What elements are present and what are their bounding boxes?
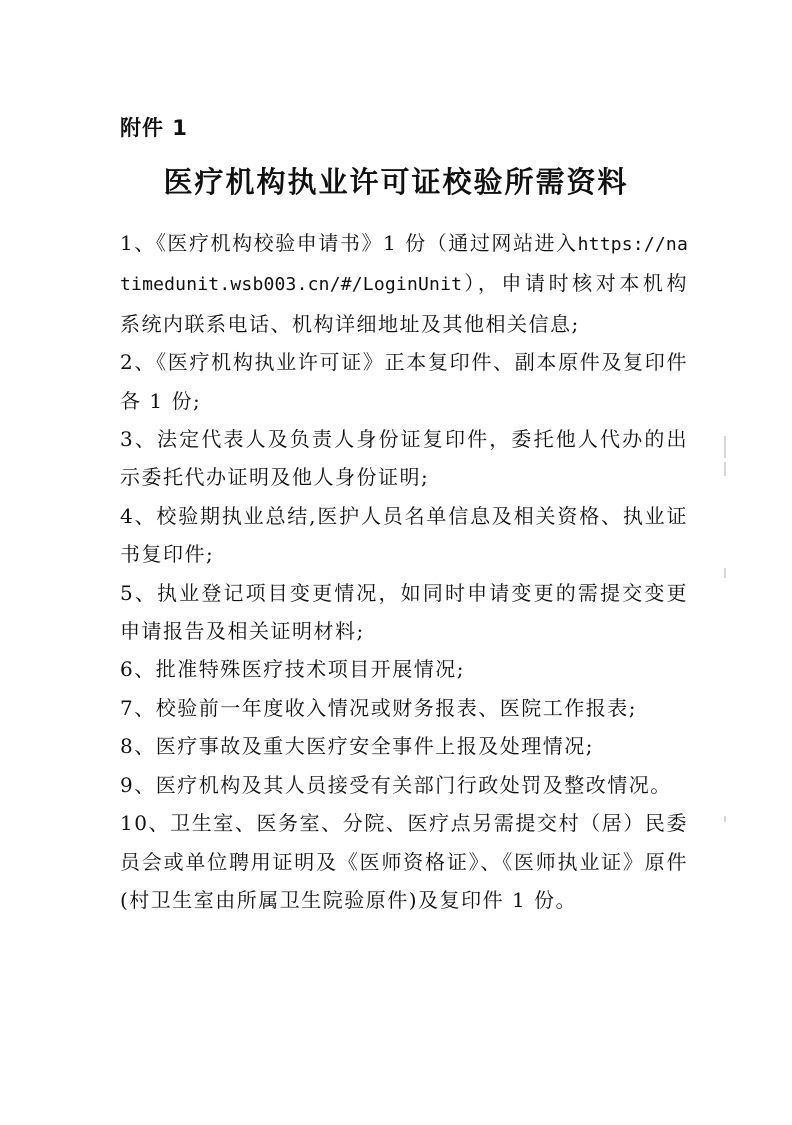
requirement-item-1 [120,224,688,343]
requirement-item-6: 6、批准特殊医疗技术项目开展情况; [120,657,465,682]
login-url-link: https://natimedunit.wsb003.cn/#/LoginUnit [120,234,688,296]
requirement-item-8: 8、医疗事故及重大医疗安全事件上报及处理情况; [120,734,594,759]
document-title: 医疗机构执业许可证校验所需资料 [163,165,629,199]
requirement-item-5: 5、执业登记项目变更情况，如同时申请变更的需提交变更申请报告及相关证明材料; [120,580,688,644]
requirement-item-4: 4、校验期执业总结,医护人员名单信息及相关资格、执业证书复印件; [120,503,688,567]
requirement-item-1-prefix: 1、《医疗机构校验申请书》1 份（通过网站进入 [120,231,578,255]
requirement-item-1-suffix: ），申请时核对本机构系统内联系电话、机构详细地址及其他相关信息; [120,271,688,336]
requirement-item-10: 10、卫生室、医务室、分院、医疗点另需提交村（居）民委员会或单位聘用证明及《医师资格证》、《医师执业证》原件(村卫生室由所属卫生院验原件)及复印件 1 份。 [120,811,688,912]
requirement-item-3: 3、法定代表人及负责人身份证复印件，委托他人代办的出示委托代办证明及他人身份证明; [120,427,688,490]
scan-artifact [724,816,726,822]
requirement-item-7: 7、校验前一年度收入情况或财务报表、医院工作报表; [120,695,637,720]
scan-artifact [724,568,726,578]
scan-artifact [724,462,726,476]
scan-artifact [724,436,726,458]
requirement-item-2: 2、《医疗机构执业许可证》正本复印件、副本原件及复印件各 1 份; [120,350,688,413]
attachment-label: 附件 1 [120,116,188,140]
requirement-item-9: 9、医疗机构及其人员接受有关部门行政处罚及整改情况。 [120,772,672,797]
requirement-list [120,224,688,919]
